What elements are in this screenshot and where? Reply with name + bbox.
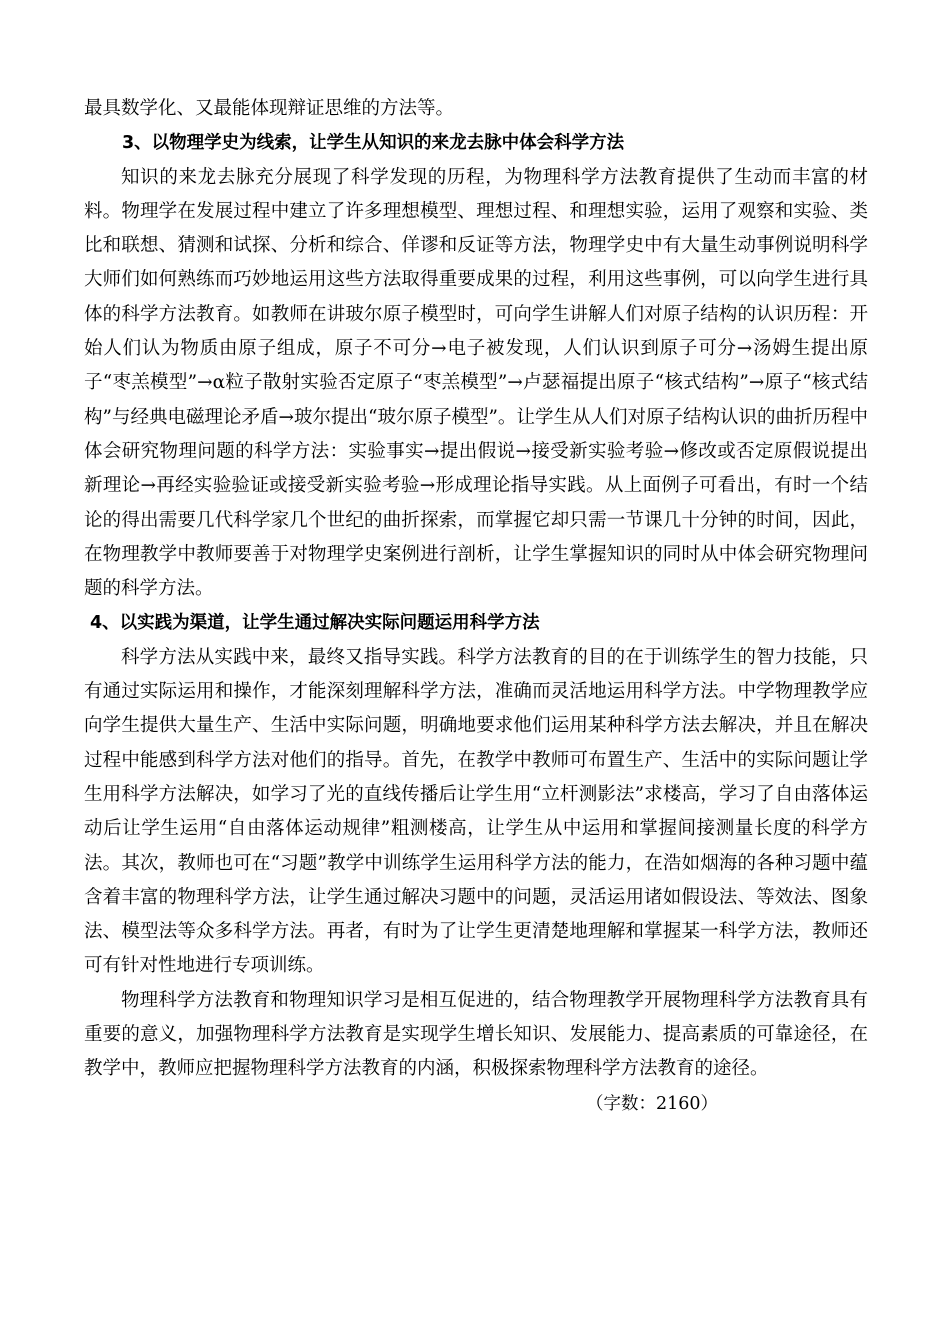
lead-paragraph: 最具数学化、又最能体现辩证思维的方法等。 <box>84 98 455 119</box>
word-count: （字数：2160） <box>586 1093 719 1114</box>
section-3-heading: 3、以物理学史为线索，让学生从知识的来龙去脉中体会科学方法 <box>122 133 625 154</box>
conclusion-paragraph: 物理科学方法教育和物理知识学习是相互促进的，结合物理教学开展物理科学方法教育具有重要的意义，加强物理科学方法教育是实现学生增长知识、发展能力、提高素质的可靠途径，在教学中，教师应把握物理科学方法教育的内涵，积极探索物理科学方法教育的途径。 <box>84 989 868 1080</box>
section-4-paragraph: 科学方法从实践中来，最终又指导实践。科学方法教育的目的在于训练学生的智力技能，只有通过实际运用和操作，才能深刻理解科学方法，准确而灵活地运用科学方法。中学物理教学应向学生提供大量生产、生活中实际问题，明确地要求他们运用某种科学方法去解决，并且在解决过程中能感到科学方法对他们的指导。首先，在教学中教师可布置生产、生活中的实际问题让学生用科学方法解决，如学习了光的直线传播后让学生用“立杆测影法”求楼高，学习了自由落体运动后让学生运用“自由落体运动规律”粗测楼高，让学生从中运用和掌握间接测量长度的科学方法。其次，教师也可在“习题”教学中训练学生运用科学方法的能力，在浩如烟海的各种习题中蕴含着丰富的物理科学方法，让学生通过解决习题中的问题，灵活运用诸如假设法、等效法、图象法、模型法等众多科学方法。再者，有时为了让学生更清楚地理解和掌握某一科学方法，教师还可有针对性地进行专项训练。 <box>84 646 868 977</box>
section-3-paragraph: 知识的来龙去脉充分展现了科学发现的历程，为物理科学方法教育提供了生动而丰富的材料。物理学在发展过程中建立了许多理想模型、理想过程、和理想实验，运用了观察和实验、类比和联想、猜测和试探、分析和综合、佯谬和反证等方法，物理学史中有大量生动事例说明科学大师们如何熟练而巧妙地运用这些方法取得重要成果的过程，利用这些事例，可以向学生进行具体的科学方法教育。如教师在讲玻尔原子模型时，可向学生讲解人们对原子结构的认识历程：开始人们认为物质由原子组成，原子不可分→电子被发现，人们认识到原子可分→汤姆生提出原子“枣羔模型”→α粒子散射实验否定原子“枣羔模型”→卢瑟福提出原子“核式结构”→原子“核式结构”与经典电磁理论矛盾→玻尔提出“玻尔原子模型”。让学生从人们对原子结构认识的曲折历程中体会研究物理问题的科学方法：实验事实→提出假说→接受新实验考验→修改或否定原假说提出新理论→再经实验验证或接受新实验考验→形成理论指导实践。从上面例子可看出，有时一个结论的得出需要几代科学家几个世纪的曲折探索，而掌握它却只需一节课几十分钟的时间，因此，在物理教学中教师要善于对物理学史案例进行剖析，让学生掌握知识的同时从中体会研究物理问题的科学方法。 <box>84 166 868 600</box>
document-page <box>84 92 868 1121</box>
section-4-heading: 4、以实践为渠道，让学生通过解决实际问题运用科学方法 <box>90 613 540 634</box>
